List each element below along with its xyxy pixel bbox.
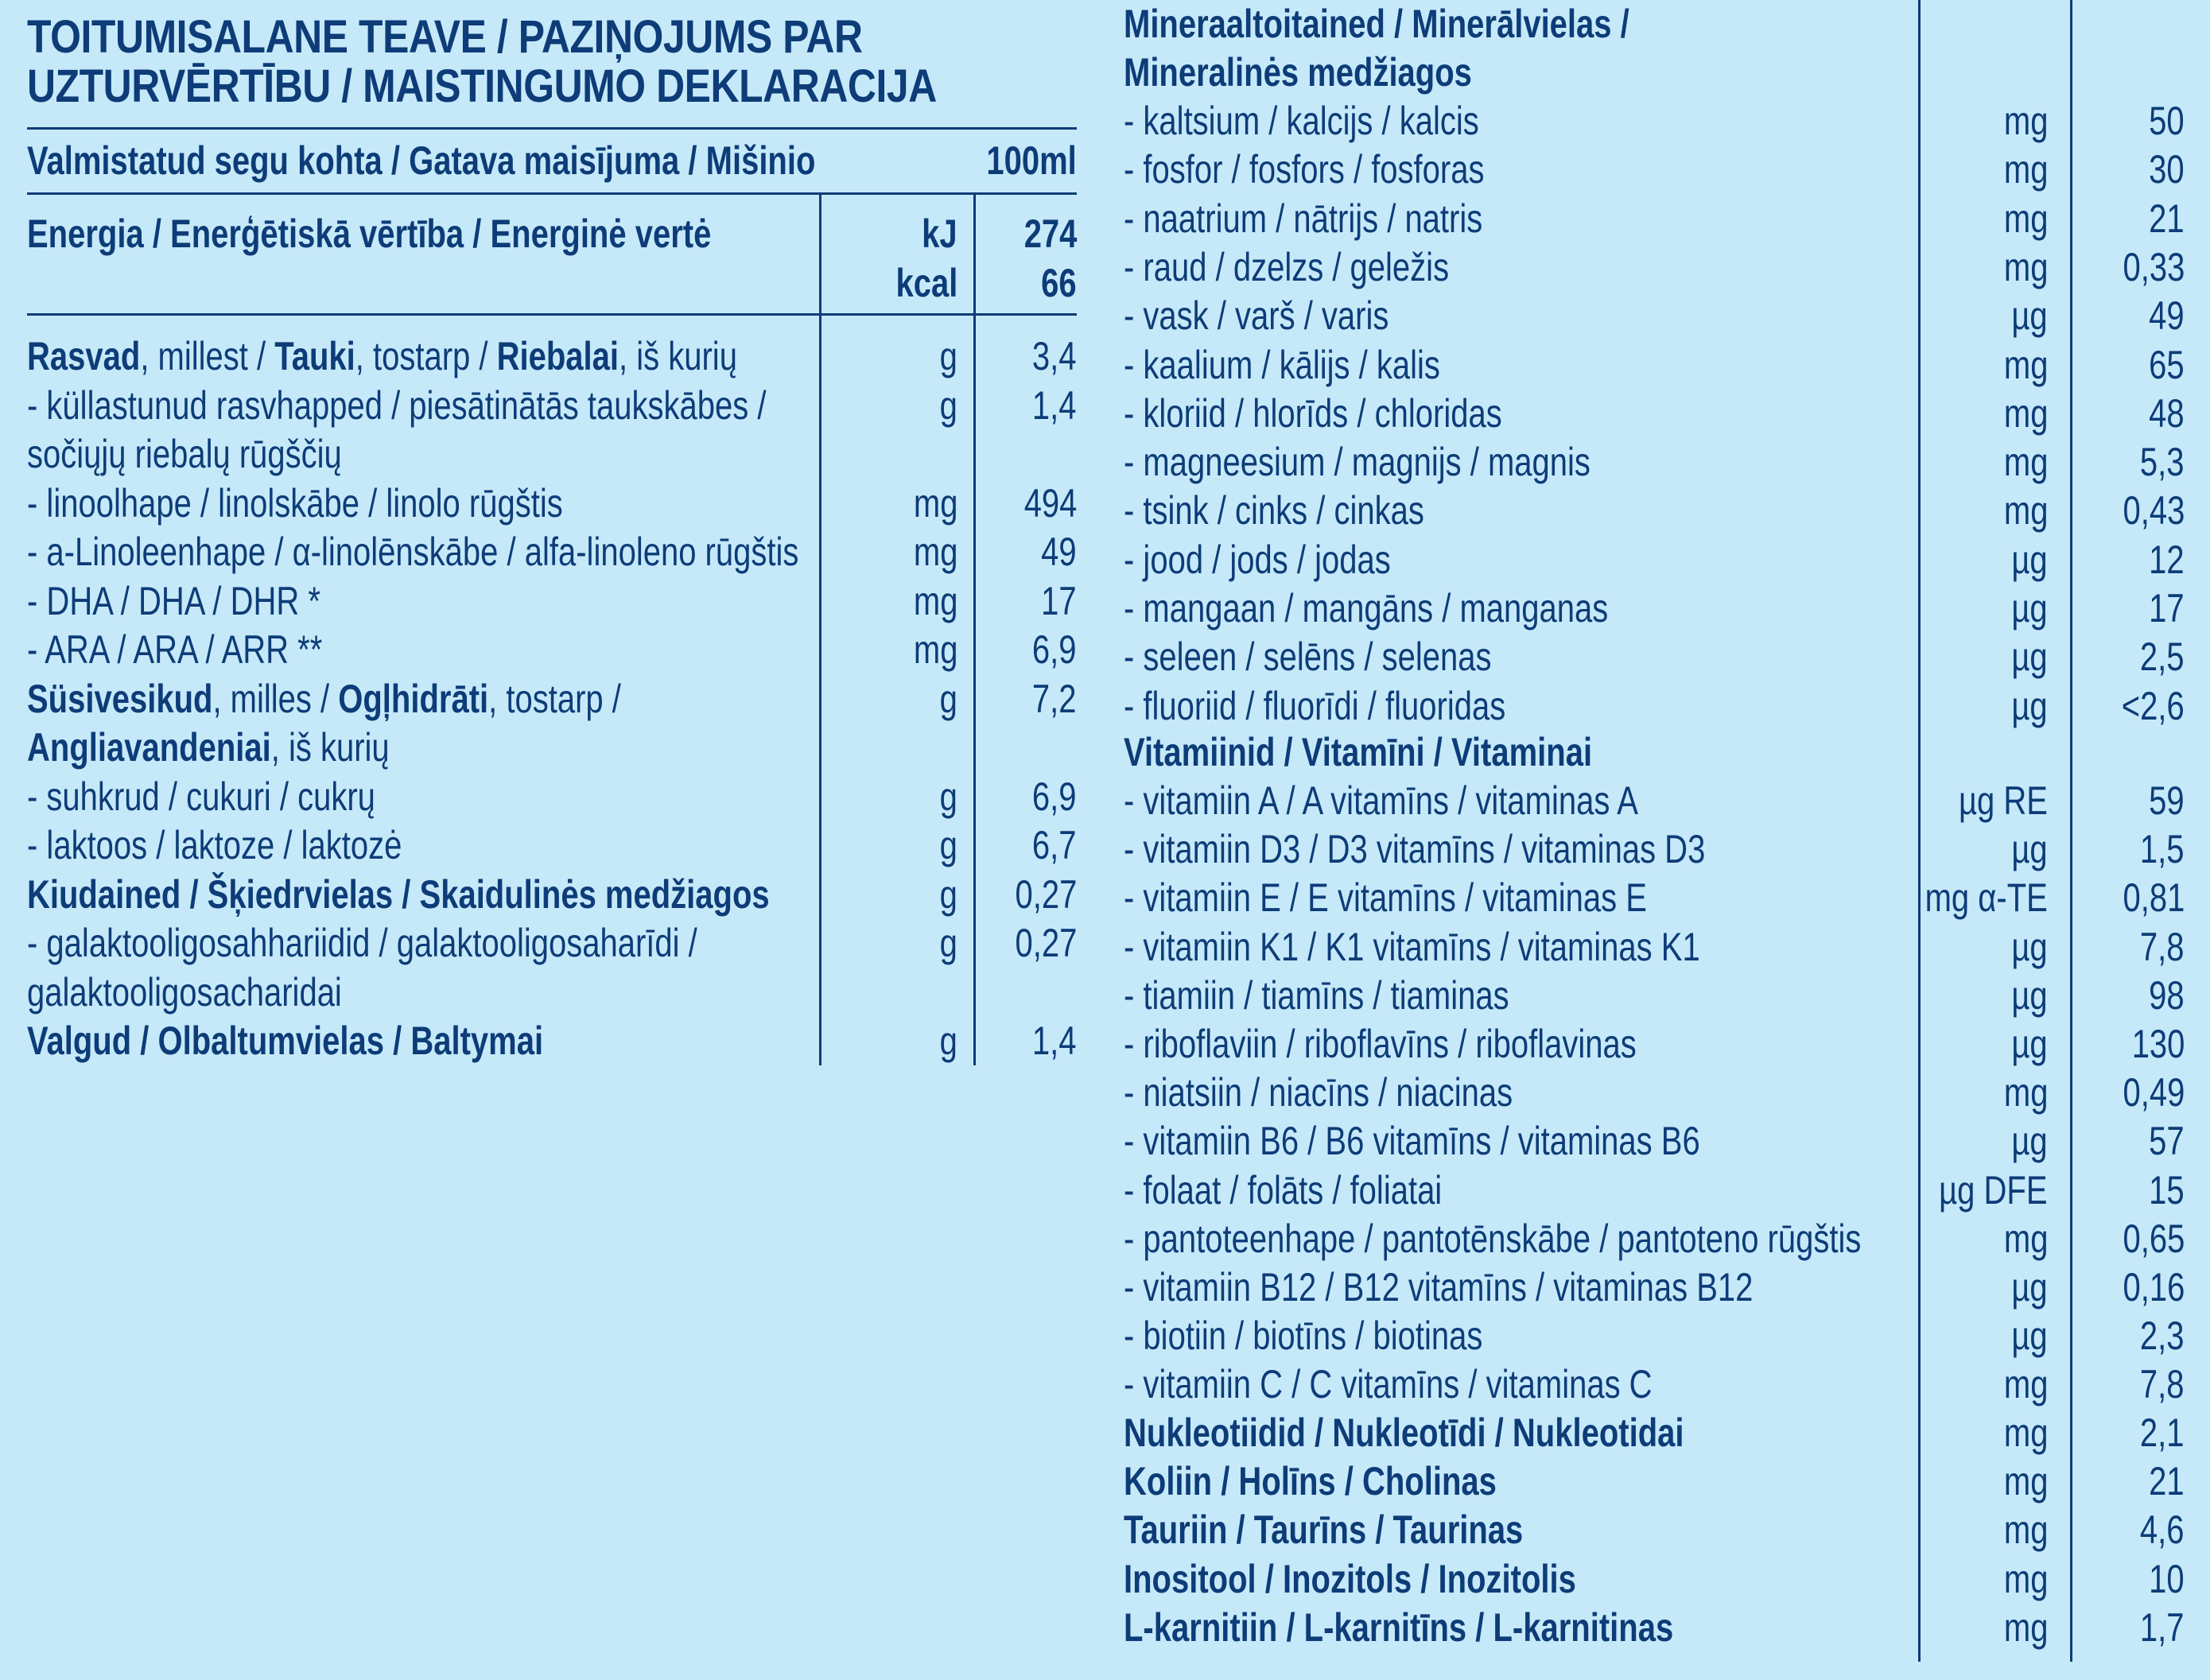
table-row [1124,243,2185,291]
row-value: 0,27 [1015,921,1077,965]
row-unit: mg [913,530,957,574]
left-column [27,0,1077,1065]
table-row [1124,972,2185,1019]
row-label: - tiamiin / tiamīns / tiaminas [1124,972,1509,1018]
row-label: - fosfor / fosfors / fosforas [1124,147,1485,192]
row-value: 494 [1023,480,1077,526]
table-row [1124,1555,2185,1603]
row-label: - fluoriid / fluorīdi / fluoridas [1124,683,1506,728]
table-row [1124,1506,2185,1554]
row-value: 7,2 [1032,676,1077,721]
energy-row-kj [27,210,1077,258]
row-value: 48 [2149,390,2185,436]
energy-label: Energia / Enerģētiskā vērtība / Energinė vertė [27,211,712,256]
minerals-heading-text-1: Mineraaltoitained / Minerālvielas / [1124,2,1629,46]
row-unit: g [939,334,957,378]
table-row [1124,97,2185,145]
row-label: - suhkrud / cukuri / cukrų [27,774,375,819]
row-unit: mg [2003,342,2048,387]
row-value: 57 [2149,1119,2185,1164]
row-unit: µg [2011,586,2048,630]
row-unit: mg [2003,147,2048,192]
row-unit: g [939,871,957,917]
table-row [1124,682,2185,730]
table-row [27,332,1077,380]
table-row [1124,1117,2185,1165]
row-value: 0,49 [2123,1070,2185,1115]
row-value: 5,3 [2140,440,2185,485]
row-value: 1,5 [2140,827,2185,872]
row-value: 2,5 [2140,634,2185,680]
row-value: 7,8 [2140,1362,2185,1407]
row-unit: g [939,1018,957,1063]
row-unit: mg [2003,1507,2048,1553]
row-value: 10 [2149,1556,2185,1601]
row-label: Kiudained / Šķiedrvielas / Skaidulinės medžiagos [27,871,770,917]
basis-amount: 100ml [986,138,1077,183]
table-row [1124,1360,2185,1408]
row-unit: mg [2003,390,2048,436]
row-unit: µg [2011,634,2048,680]
row-unit: g [939,774,957,819]
row-value: 4,6 [2140,1507,2185,1553]
table-row [1124,292,2185,339]
row-unit: mg [2003,244,2048,289]
row-label: - vitamiin C / C vitamīns / vitaminas C [1124,1362,1653,1407]
table-row [1124,1166,2185,1214]
row-label: Tauriin / Taurīns / Taurinas [1124,1507,1524,1553]
row-unit: mg [2003,1216,2048,1261]
row-label: sočiųjų riebalų rūgščių [27,432,342,476]
table-row [27,871,1077,918]
title-line-2: UZTURVĒRTĪBU / MAISTINGUMO DEKLARACIJA [27,60,937,112]
row-value: 65 [2149,342,2185,387]
row-value: 98 [2149,972,2185,1018]
row-label: - a-Linoleenhape / α-linolēnskābe / alfa-linoleno rūgštis [27,530,799,574]
table-row [1124,584,2185,632]
row-label: - kaltsium / kalcijs / kalcis [1124,99,1479,143]
row-value: 0,33 [2123,244,2185,289]
table-row [27,968,1077,1016]
table-row [1124,1312,2185,1360]
row-value: 3,4 [1032,334,1077,378]
row-label: Koliin / Holīns / Cholinas [1124,1459,1497,1504]
row-unit: g [939,823,957,867]
row-value: 0,65 [2123,1216,2185,1261]
row-unit: µg [2011,537,2048,582]
row-label: Inositool / Inozitols / Inozitolis [1124,1556,1576,1601]
row-label: - seleen / selēns / selenas [1124,634,1492,680]
row-unit: mg [913,578,957,623]
row-label: - folaat / folāts / foliatai [1124,1167,1443,1212]
table-row [1124,536,2185,584]
row-label: - vitamiin D3 / D3 vitamīns / vitaminas D3 [1124,827,1706,872]
table-row [1124,777,2185,824]
table-row [1124,341,2185,389]
energy-kcal-value: 66 [1041,261,1077,305]
row-value: 30 [2149,147,2185,192]
row-label: Angliavandeniai, iš kurių [27,725,390,770]
table-row [1124,487,2185,534]
table-row [27,919,1077,967]
table-row [27,479,1077,527]
row-unit: µg [2011,293,2048,339]
energy-kj-unit: kJ [922,211,957,256]
table-row [1124,874,2185,921]
table-row [1124,1069,2185,1116]
row-value: 2,1 [2140,1410,2185,1455]
row-value: 1,4 [1032,1018,1077,1063]
table-row [27,430,1077,478]
table-row [1124,923,2185,971]
table-row [1124,1215,2185,1263]
row-label: - kaalium / kālijs / kalis [1124,342,1440,387]
row-value: 12 [2149,537,2185,582]
row-label: Rasvad, millest / Tauki, tostarp / Riebalai, iš kurių [27,334,737,378]
row-value: 49 [1041,530,1077,574]
row-label: - vitamiin B12 / B12 vitamīns / vitaminas B12 [1124,1265,1754,1309]
row-value: 0,16 [2123,1265,2185,1309]
row-unit: mg [2003,1070,2048,1115]
row-label: Nukleotiidid / Nukleotīdi / Nukleotidai [1124,1410,1684,1455]
row-unit: mg [2003,1410,2048,1455]
row-label: - vitamiin B6 / B6 vitamīns / vitaminas B6 [1124,1119,1700,1164]
row-unit: mg [2003,99,2048,143]
row-unit: mg [2003,1604,2048,1650]
row-unit: µg [2011,924,2048,969]
row-label: - magneesium / magnijs / magnis [1124,440,1591,485]
table-row [27,626,1077,673]
row-label: - pantoteenhape / pantotēnskābe / pantoteno rūgštis [1124,1216,1862,1261]
table-row [1124,1409,2185,1457]
row-label: - ARA / ARA / ARR ** [27,627,323,672]
row-value: 17 [1041,578,1077,623]
divider-top [27,127,1077,130]
row-label: - vitamiin E / E vitamīns / vitaminas E [1124,875,1647,921]
row-unit: mg [913,480,957,526]
row-label: - kloriid / hlorīds / chloridas [1124,390,1502,436]
table-row [1124,633,2185,681]
row-unit: mg [2003,1556,2048,1601]
row-label: Süsivesikud, milles / Ogļhidrāti, tostarp / [27,676,621,721]
row-value: 49 [2149,293,2185,339]
row-label: galaktooligosacharidai [27,969,342,1015]
row-unit: mg [2003,440,2048,485]
minerals-heading-1 [1124,0,2175,48]
row-unit: µg [2011,1022,2048,1066]
table-row [1124,1604,2185,1651]
table-row [27,675,1077,723]
row-label: - jood / jods / jodas [1124,537,1391,582]
row-label: - küllastunud rasvhapped / piesātinātās taukskābes / [27,382,767,428]
divider-energy [27,313,1077,316]
row-label: - mangaan / mangāns / manganas [1124,586,1609,630]
row-unit: µg [2011,683,2048,728]
table-row [1124,1263,2185,1311]
table-row [1124,438,2185,486]
row-value: 17 [2149,586,2185,630]
row-value: 2,3 [2140,1313,2185,1359]
row-value: 130 [2131,1022,2185,1066]
row-unit: mg [2003,196,2048,241]
row-unit: µg [2011,827,2048,872]
row-label: - vask / varš / varis [1124,293,1389,339]
title-line-1: TOITUMISALANE TEAVE / PAZIŅOJUMS PAR [27,11,863,63]
energy-row-kcal [27,259,1077,307]
row-value: 0,43 [2123,488,2185,533]
table-row [1124,1457,2185,1505]
table-row [27,773,1077,821]
table-row [1124,145,2185,193]
row-value: 15 [2149,1167,2185,1212]
vitamins-heading [1124,728,2175,776]
row-unit: mg [2003,488,2048,533]
row-value: 0,27 [1015,871,1077,917]
minerals-heading-2 [1124,48,2175,96]
row-unit: µg DFE [1939,1167,2048,1212]
row-value: 6,9 [1032,627,1077,672]
row-unit: µg [2011,1313,2048,1359]
table-row [27,724,1077,771]
row-value: 6,7 [1032,823,1077,867]
row-value: 50 [2149,99,2185,143]
row-label: - galaktooligosahhariidid / galaktooligosaharīdi / [27,921,697,965]
table-row [1124,195,2185,242]
minerals-heading-text-2: Mineralinės medžiagos [1124,50,1472,95]
row-label: - vitamiin A / A vitamīns / vitaminas A [1124,778,1638,823]
row-label: - naatrium / nātrijs / natris [1124,196,1483,241]
row-unit: mg [2003,1459,2048,1504]
row-value: 1,4 [1032,382,1077,428]
row-unit: g [939,921,957,965]
row-unit: g [939,676,957,721]
table-row [27,528,1077,576]
row-label: - laktoos / laktoze / laktozė [27,823,402,867]
table-row [1124,825,2185,873]
row-label: - riboflaviin / riboflavīns / riboflavinas [1124,1022,1637,1066]
energy-kj-value: 274 [1023,211,1077,256]
divider-header [27,192,1077,195]
table-row [1124,1020,2185,1068]
row-unit: µg RE [1959,778,2048,823]
row-unit: mg [2003,1362,2048,1407]
row-value: <2,6 [2122,683,2185,728]
row-value: 0,81 [2123,875,2185,921]
row-value: 6,9 [1032,774,1077,819]
row-unit: µg [2011,972,2048,1018]
row-value: 21 [2149,1459,2185,1504]
basis-label: Valmistatud segu kohta / Gatava maisījuma / Mišinio [27,138,816,183]
row-label: - tsink / cinks / cinkas [1124,488,1424,533]
row-unit: µg [2011,1119,2048,1164]
table-row [27,382,1077,429]
row-label: - vitamiin K1 / K1 vitamīns / vitaminas K1 [1124,924,1700,969]
table-row [27,821,1077,869]
row-label: - DHA / DHA / DHR * [27,578,320,623]
table-row [27,577,1077,625]
vitamins-heading-text: Vitamiinid / Vitamīni / Vitaminai [1124,730,1593,774]
row-unit: g [939,382,957,428]
row-unit: mg [913,627,957,672]
right-column [1124,0,2185,1680]
row-label: - raud / dzelzs / geležis [1124,244,1450,289]
row-value: 7,8 [2140,924,2185,969]
table-row [27,1017,1077,1065]
row-unit: µg [2011,1265,2048,1309]
row-value: 21 [2149,196,2185,241]
row-label: - niatsiin / niacīns / niacinas [1124,1070,1513,1115]
row-label: - linoolhape / linolskābe / linolo rūgštis [27,480,563,526]
basis-row [27,137,1077,184]
row-unit: mg α-TE [1925,875,2048,921]
row-label: L-karnitiin / L-karnitīns / L-karnitinas [1124,1604,1674,1650]
row-value: 59 [2149,778,2185,823]
row-value: 1,7 [2140,1604,2185,1650]
energy-kcal-unit: kcal [895,261,957,305]
row-label: Valgud / Olbaltumvielas / Baltymai [27,1018,544,1063]
table-row [1124,390,2185,437]
row-label: - biotiin / biotīns / biotinas [1124,1313,1483,1359]
